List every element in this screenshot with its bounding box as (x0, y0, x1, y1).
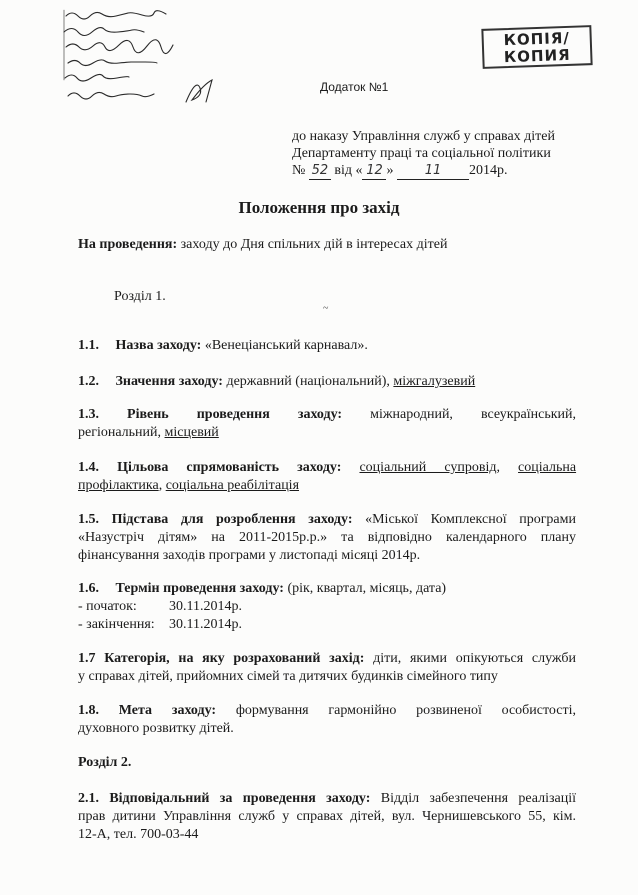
item-1-5-num: 1.5. (78, 512, 99, 527)
order-line-1: до наказу Управління служб у справах дітей (292, 129, 556, 144)
item-1-3-line-1 (78, 406, 576, 423)
item-1-3-opt1: міжнародний, (370, 407, 453, 422)
item-1-6-end-label: - закінчення: (78, 617, 155, 632)
item-1-2-label: Значення заходу: (115, 374, 223, 389)
item-1-7-line-1 (78, 650, 576, 667)
item-1-1 (78, 337, 576, 354)
order-reference (292, 128, 555, 180)
item-1-4-label-c: заходу: (297, 460, 342, 475)
item-1-8-num: 1.8. (78, 703, 99, 718)
item-2-1-line-2: прав дитини Управління служб у справах дітей, вул. Чернишевського 55, кім. (78, 809, 576, 824)
item-1-6-end-value: 30.11.2014р. (169, 617, 242, 632)
item-1-1-num: 1.1. (78, 338, 99, 353)
intro-line (78, 236, 576, 253)
item-1-5-text: «Міської Комплексної програми (352, 512, 576, 527)
item-1-4-line-2 (78, 477, 576, 494)
item-1-8-line-2: духовного розвитку дітей. (78, 721, 234, 736)
scan-mark: ~ (323, 303, 329, 314)
order-date-prefix: від « (334, 163, 363, 178)
order-line-3 (292, 162, 555, 180)
item-1-2-text: державний (національний), (222, 374, 394, 389)
order-year: 2014р. (468, 163, 508, 178)
intro-text: заходу до Дня спільних дій в інтересах дітей (177, 237, 448, 252)
item-1-4-option-1: соціальний супровід (359, 460, 497, 475)
item-1-3-line-2 (78, 424, 576, 441)
item-1-6-line-1 (78, 580, 576, 597)
item-2-1-num: 2.1. (78, 791, 99, 806)
item-2-1-line-1 (78, 790, 576, 807)
item-1-3-opt2: всеукраїнський, (480, 407, 577, 422)
item-1-3-selected: місцевий (164, 425, 219, 440)
item-1-7-line-2: у справах дітей, прийомних сімей та дитячих будинків сімейного типу (78, 669, 498, 684)
item-1-1-text: «Венеціанський карнавал». (201, 338, 368, 353)
item-1-4-num: 1.4. (78, 460, 99, 475)
appendix-label: Додаток №1 (320, 80, 389, 94)
item-1-8-line-1 (78, 702, 576, 719)
item-1-5-line-1 (78, 511, 576, 528)
item-2-1-text: Відділ забезпечення реалізації (370, 791, 576, 806)
section-1-heading: Розділ 1. (114, 289, 166, 304)
item-1-4-sep-1: , (496, 460, 500, 475)
item-1-2-num: 1.2. (78, 374, 99, 389)
order-day-suffix: » (386, 163, 394, 178)
item-1-6-num: 1.6. (78, 581, 99, 596)
item-1-3-line2-text: регіональний, (78, 425, 165, 440)
section-2-heading: Розділ 2. (78, 755, 132, 770)
intro-label: На проведення: (78, 237, 178, 252)
item-1-4-line-1 (78, 459, 576, 476)
item-1-4-label-b: спрямованість (186, 460, 280, 475)
item-2-1-line-3: 12-А, тел. 700-03-44 (78, 827, 199, 842)
item-1-6-end (78, 616, 576, 633)
item-1-4-option-2-cont: профілактика (78, 478, 159, 493)
item-1-6-text: (рік, квартал, місяць, дата) (283, 581, 447, 596)
item-1-7-text: діти, якими опікуються служби (364, 651, 576, 666)
item-1-4-sep-2: , (158, 478, 166, 493)
item-1-3-label-b: проведення (196, 407, 270, 422)
item-2-1-label: Відповідальний за проведення заходу: (109, 791, 371, 806)
item-1-3-label-a: Рівень (127, 407, 169, 422)
item-1-5-label: Підстава для розроблення заходу: (111, 512, 353, 527)
item-1-4-label-a: Цільова (117, 460, 169, 475)
order-no-prefix: № (292, 163, 306, 178)
document-title: Положення про захід (238, 198, 400, 217)
stamp-line-1: КОПІЯ/ (503, 28, 571, 50)
item-1-7-num: 1.7 (78, 651, 96, 666)
handwritten-approval-note (62, 6, 262, 116)
item-1-4-option-2: соціальна (518, 460, 577, 475)
copy-stamp (481, 25, 592, 69)
item-1-2-selected: міжгалузевий (393, 374, 476, 389)
item-1-5-line-2: «Назустріч дітям» на 2011-2015р.р.» та відповідно календарного плану (78, 530, 576, 545)
item-1-3-label-c: заходу: (297, 407, 343, 422)
order-day: 12 (362, 162, 386, 180)
item-1-2 (78, 373, 576, 390)
item-1-6-label: Термін проведення заходу: (115, 581, 284, 596)
order-line-2: Департаменту праці та соціальної політики (292, 146, 551, 161)
item-1-6-start-label: - початок: (78, 599, 137, 614)
item-1-6-start (78, 598, 576, 615)
item-1-4-option-3: соціальна реабілітація (165, 478, 300, 493)
item-1-1-label: Назва заходу: (115, 338, 202, 353)
item-1-8-text: формування гармонійно розвиненої особистості, (216, 703, 576, 718)
item-1-5-line-3: фінансування заходів програми у листопаді місяці 2014р. (78, 548, 421, 563)
item-1-6-start-value: 30.11.2014р. (169, 599, 242, 614)
item-1-8-label: Мета заходу: (118, 703, 217, 718)
item-1-3-num: 1.3. (78, 407, 99, 422)
item-1-7-label: Категорія, на яку розрахований захід: (104, 651, 365, 666)
order-month: 11 (397, 162, 469, 180)
order-number: 52 (309, 162, 331, 180)
stamp-line-2: КОПИЯ (503, 45, 571, 67)
